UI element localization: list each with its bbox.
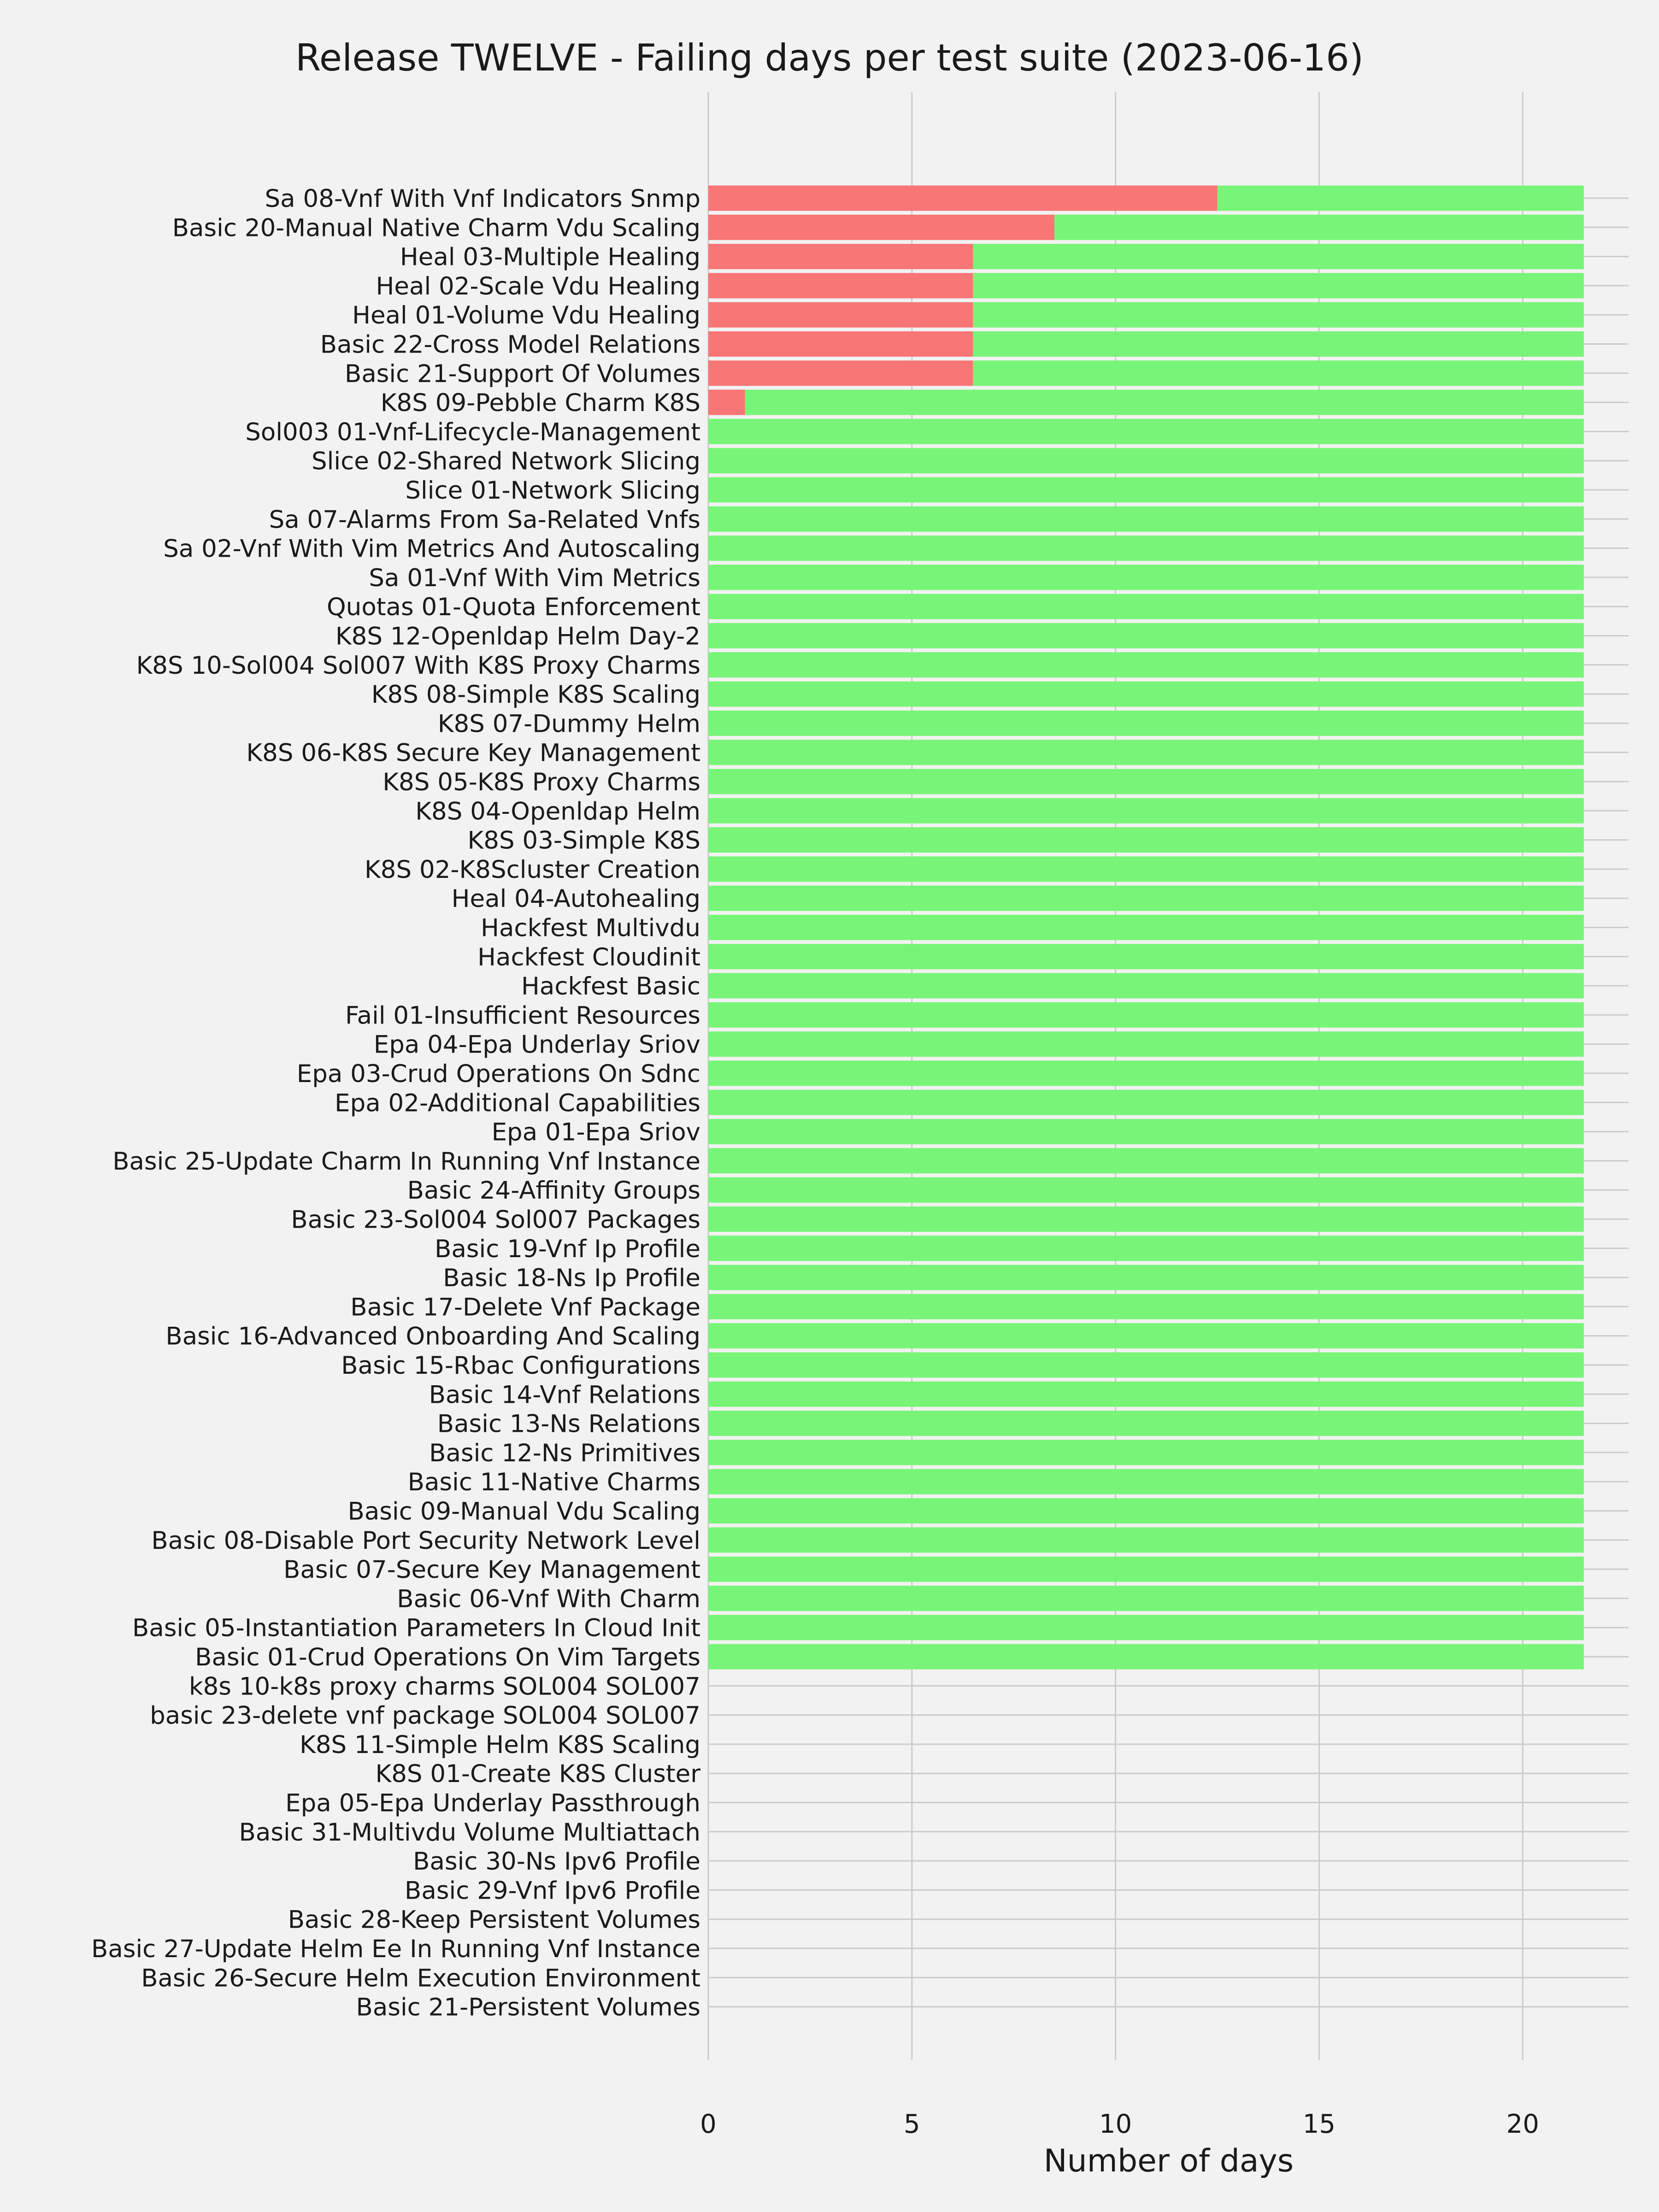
y-tick-label: K8S 10-Sol004 Sol007 With K8S Proxy Charms	[136, 651, 700, 680]
y-tick-label: Epa 05-Epa Underlay Passthrough	[285, 1789, 700, 1818]
bar-passing	[708, 1382, 1584, 1407]
bar-passing	[708, 1061, 1584, 1086]
bar-passing	[708, 448, 1584, 473]
bar-passing	[708, 1615, 1584, 1640]
bar-passing	[708, 594, 1584, 619]
bar-failing	[708, 244, 973, 269]
y-tick-label: Basic 12-Ns Primitives	[429, 1439, 700, 1467]
bar-passing	[973, 302, 1583, 328]
bar-passing	[708, 1002, 1584, 1028]
bar-failing	[708, 215, 1054, 240]
bar-passing	[708, 1206, 1584, 1232]
bar-passing	[708, 682, 1584, 707]
y-tick-label: Basic 11-Native Charms	[407, 1468, 700, 1497]
y-tick-label: Epa 02-Additional Capabilities	[335, 1089, 700, 1118]
bar-passing	[973, 244, 1583, 269]
y-tick-label: K8S 02-K8Scluster Creation	[365, 855, 700, 884]
bar-passing	[973, 331, 1583, 357]
y-tick-label: K8S 09-Pebble Charm K8S	[380, 389, 700, 418]
bar-passing	[708, 944, 1584, 969]
y-tick-label: Basic 20-Manual Native Charm Vdu Scaling	[172, 214, 700, 242]
x-tick-label: 5	[903, 2109, 920, 2139]
y-tick-label: K8S 07-Dummy Helm	[437, 710, 700, 738]
y-tick-label: Basic 25-Update Charm In Running Vnf Instance	[112, 1147, 700, 1176]
bar-passing	[708, 1177, 1584, 1203]
x-axis-label: Number of days	[1043, 2143, 1294, 2179]
x-tick-label: 0	[700, 2109, 717, 2139]
y-tick-label: Basic 19-Vnf Ip Profile	[435, 1235, 700, 1263]
y-tick-label: Sa 07-Alarms From Sa-Related Vnfs	[269, 506, 700, 534]
bar-passing	[708, 711, 1584, 736]
y-tick-label: K8S 08-Simple K8S Scaling	[371, 681, 700, 709]
y-tick-label: Sa 08-Vnf With Vnf Indicators Snmp	[265, 185, 700, 213]
bar-passing	[1054, 215, 1584, 240]
y-tick-label: Basic 17-Delete Vnf Package	[350, 1293, 700, 1322]
y-tick-label: Basic 05-Instantiation Parameters In Cloud Init	[132, 1614, 700, 1642]
y-tick-label: K8S 12-Openldap Helm Day-2	[335, 622, 700, 651]
bar-passing	[708, 1469, 1584, 1494]
y-tick-label: K8S 05-K8S Proxy Charms	[382, 768, 700, 796]
bar-passing	[708, 1527, 1584, 1553]
y-tick-label: Basic 23-Sol004 Sol007 Packages	[291, 1206, 700, 1234]
bar-failing	[708, 331, 973, 357]
bar-passing	[1218, 186, 1584, 211]
bar-failing	[708, 390, 745, 415]
chart-title: Release TWELVE - Failing days per test suite (2023-06-16)	[295, 36, 1364, 79]
y-tick-label: Hackfest Cloudinit	[477, 943, 700, 971]
y-tick-label: Basic 16-Advanced Onboarding And Scaling	[165, 1322, 700, 1351]
y-tick-label: k8s 10-k8s proxy charms SOL004 SOL007	[188, 1672, 700, 1701]
y-tick-label: Basic 31-Multivdu Volume Multiattach	[239, 1818, 700, 1847]
bar-passing	[708, 856, 1584, 882]
bar-passing	[973, 360, 1583, 386]
bar-passing	[745, 390, 1584, 415]
y-tick-label: Basic 09-Manual Vdu Scaling	[347, 1497, 700, 1526]
y-tick-label: Slice 02-Shared Network Slicing	[311, 447, 700, 476]
bar-passing	[708, 1148, 1584, 1173]
y-tick-label: Sol003 01-Vnf-Lifecycle-Management	[245, 418, 700, 447]
bar-passing	[708, 1294, 1584, 1319]
bar-passing	[708, 1440, 1584, 1465]
y-tick-label: Basic 13-Ns Relations	[437, 1410, 700, 1438]
bar-passing	[708, 1557, 1584, 1582]
bar-passing	[708, 1498, 1584, 1524]
bar-passing	[708, 477, 1584, 503]
y-tick-label: Heal 04-Autohealing	[451, 885, 700, 913]
bar-failing	[708, 360, 973, 386]
bar-passing	[708, 1235, 1584, 1261]
y-tick-label: Epa 01-Epa Sriov	[491, 1118, 700, 1147]
y-tick-label: K8S 04-Openldap Helm	[415, 797, 700, 826]
bar-passing	[708, 886, 1584, 911]
y-tick-label: Basic 24-Affinity Groups	[407, 1177, 700, 1205]
y-tick-label: basic 23-delete vnf package SOL004 SOL007	[150, 1701, 700, 1730]
y-tick-label: Hackfest Multivdu	[481, 914, 700, 942]
y-tick-label: Basic 29-Vnf Ipv6 Profile	[405, 1877, 700, 1905]
y-tick-label: Heal 03-Multiple Healing	[400, 243, 700, 271]
y-tick-label: Sa 02-Vnf With Vim Metrics And Autoscaling	[163, 535, 700, 563]
y-tick-label: Basic 18-Ns Ip Profile	[443, 1264, 700, 1293]
bar-passing	[708, 1353, 1584, 1378]
bar-passing	[708, 652, 1584, 677]
bar-passing	[708, 1265, 1584, 1290]
x-tick-label: 15	[1302, 2109, 1336, 2139]
y-tick-label: Slice 01-Network Slicing	[405, 477, 700, 505]
y-tick-label: Basic 22-Cross Model Relations	[320, 330, 700, 359]
y-tick-label: Fail 01-Insufficient Resources	[345, 1001, 700, 1030]
bar-failing	[708, 273, 973, 298]
bar-passing	[708, 1090, 1584, 1115]
y-tick-label: K8S 06-K8S Secure Key Management	[246, 739, 700, 767]
bar-passing	[708, 769, 1584, 794]
y-tick-label: Epa 03-Crud Operations On Sdnc	[296, 1060, 700, 1088]
y-tick-label: Basic 06-Vnf With Charm	[397, 1585, 700, 1613]
bar-passing	[708, 1031, 1584, 1057]
x-tick-label: 20	[1506, 2109, 1539, 2139]
bar-passing	[708, 915, 1584, 940]
y-tick-label: Quotas 01-Quota Enforcement	[327, 593, 700, 622]
y-tick-label: K8S 01-Create K8S Cluster	[375, 1760, 700, 1788]
bar-layer	[708, 186, 1584, 1670]
y-tick-label: K8S 03-Simple K8S	[467, 826, 700, 855]
bar-passing	[973, 273, 1583, 298]
bar-passing	[708, 506, 1584, 532]
y-tick-label: Hackfest Basic	[521, 972, 700, 1001]
y-tick-label: Basic 28-Keep Persistent Volumes	[288, 1906, 700, 1934]
y-tick-label: Sa 01-Vnf With Vim Metrics	[369, 564, 700, 592]
y-tick-label: Basic 21-Persistent Volumes	[356, 1993, 700, 2022]
y-tick-label: Heal 02-Scale Vdu Healing	[376, 272, 700, 300]
bar-failing	[708, 302, 973, 328]
bar-passing	[708, 1411, 1584, 1436]
bar-failing	[708, 186, 1218, 211]
bar-passing	[708, 1586, 1584, 1611]
y-tick-label: Basic 26-Secure Helm Execution Environment	[141, 1964, 700, 1993]
y-tick-label: Basic 08-Disable Port Security Network Level	[151, 1526, 700, 1555]
bar-passing	[708, 827, 1584, 853]
y-tick-label: Basic 14-Vnf Relations	[429, 1381, 700, 1409]
bar-passing	[708, 1119, 1584, 1144]
bar-passing	[708, 535, 1584, 561]
y-tick-label: Heal 01-Volume Vdu Healing	[352, 301, 700, 330]
y-tick-label: K8S 11-Simple Helm K8S Scaling	[300, 1730, 700, 1759]
y-tick-label: Basic 21-Support Of Volumes	[344, 359, 700, 388]
y-tick-label: Basic 07-Secure Key Management	[283, 1556, 700, 1584]
bar-passing	[708, 1323, 1584, 1348]
bar-passing	[708, 740, 1584, 765]
y-tick-label: Basic 27-Update Helm Ee In Running Vnf Instance	[91, 1935, 700, 1963]
bar-passing	[708, 798, 1584, 824]
bar-passing	[708, 419, 1584, 444]
bar-passing	[708, 565, 1584, 590]
bar-passing	[708, 623, 1584, 648]
y-tick-label: Epa 04-Epa Underlay Sriov	[373, 1030, 700, 1059]
bar-passing	[708, 973, 1584, 999]
y-tick-label: Basic 30-Ns Ipv6 Profile	[413, 1847, 700, 1876]
y-tick-label: Basic 15-Rbac Configurations	[341, 1352, 700, 1380]
x-tick-label: 10	[1099, 2109, 1132, 2139]
bar-passing	[708, 1644, 1584, 1670]
y-tick-label: Basic 01-Crud Operations On Vim Targets	[195, 1643, 700, 1671]
